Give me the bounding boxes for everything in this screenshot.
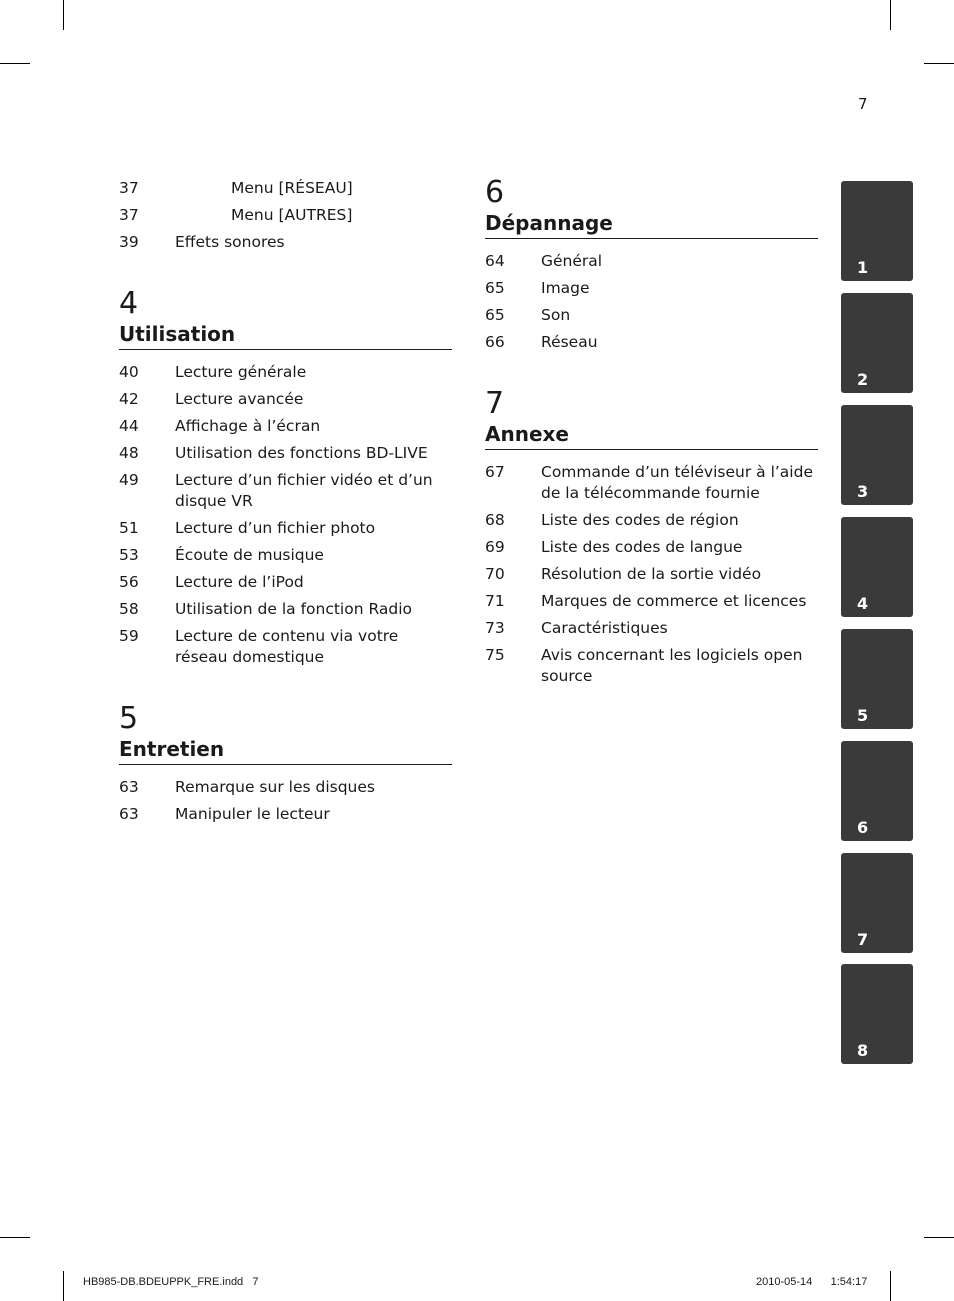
toc-entry	[119, 416, 452, 437]
chapter-tab-2[interactable]	[841, 293, 913, 393]
toc-page-number: 70	[485, 565, 505, 583]
toc-entry-title: Son	[541, 306, 571, 324]
toc-entry	[485, 591, 818, 612]
chapter-divider	[485, 449, 818, 450]
toc-entry	[485, 645, 818, 687]
toc-entry	[119, 205, 452, 226]
footer-filename: HB985-DB.BDEUPPK_FRE.indd 7	[83, 1276, 259, 1288]
toc-page-number: 63	[119, 805, 139, 823]
toc-page-number: 71	[485, 592, 505, 610]
toc-entry-title: Lecture de contenu via votre réseau domestique	[175, 627, 399, 666]
toc-page-number: 39	[119, 233, 139, 251]
toc-entry-title: Image	[541, 279, 590, 297]
chapter-tab-label: 1	[857, 258, 869, 277]
toc-entry-title: Liste des codes de langue	[541, 538, 743, 556]
chapter-title: Entretien	[119, 737, 225, 761]
chapter-number: 7	[485, 386, 505, 421]
chapter-tab-label: 6	[857, 818, 869, 837]
chapter-section	[485, 175, 818, 353]
toc-page-number: 58	[119, 600, 139, 618]
toc-entry	[119, 518, 452, 539]
toc-entry	[485, 564, 818, 585]
toc-entry-title: Lecture de l’iPod	[175, 573, 304, 591]
toc-page-number: 59	[119, 627, 139, 645]
crop-mark	[63, 0, 64, 30]
chapter-tab-5[interactable]	[841, 629, 913, 729]
toc-entry-title: Commande d’un téléviseur à l’aide de la télécommande fournie	[541, 463, 813, 502]
toc-entry	[485, 332, 818, 353]
crop-mark	[890, 0, 891, 30]
toc-page-number: 56	[119, 573, 139, 591]
toc-entry-title: Général	[541, 252, 603, 270]
chapter-tab-7[interactable]	[841, 853, 913, 953]
chapter-tab-4[interactable]	[841, 517, 913, 617]
crop-mark	[0, 63, 30, 64]
toc-entry-title: Utilisation des fonctions BD-LIVE	[175, 444, 428, 462]
chapter-divider	[119, 764, 452, 765]
page-number: 7	[858, 95, 868, 113]
chapter-number: 5	[119, 701, 139, 736]
toc-entry-title: Manipuler le lecteur	[175, 805, 330, 823]
toc-entry-title: Caractéristiques	[541, 619, 668, 637]
toc-left-column	[119, 178, 452, 831]
toc-entry-title: Liste des codes de région	[541, 511, 739, 529]
chapter-tab-label: 2	[857, 370, 869, 389]
toc-page-number: 63	[119, 778, 139, 796]
toc-entry	[485, 305, 818, 326]
toc-entry	[119, 626, 452, 668]
toc-entry-title: Utilisation de la fonction Radio	[175, 600, 413, 618]
chapter-tab-label: 7	[857, 930, 869, 949]
toc-entry	[485, 251, 818, 272]
toc-page-number: 73	[485, 619, 505, 637]
toc-entry	[119, 178, 452, 199]
toc-entry	[119, 362, 452, 383]
toc-entry-title: Résolution de la sortie vidéo	[541, 565, 762, 583]
chapter-tab-label: 5	[857, 706, 869, 725]
crop-mark	[63, 1271, 64, 1301]
toc-entry-title: Marques de commerce et licences	[541, 592, 807, 610]
toc-right-column	[485, 175, 818, 693]
toc-page-number: 53	[119, 546, 139, 564]
chapter-tab-6[interactable]	[841, 741, 913, 841]
crop-mark	[924, 1237, 954, 1238]
chapter-divider	[119, 349, 452, 350]
toc-entry	[485, 278, 818, 299]
toc-page-number: 69	[485, 538, 505, 556]
toc-entry	[485, 510, 818, 531]
toc-entry	[119, 572, 452, 593]
toc-entry-title: Menu [RÉSEAU]	[231, 179, 353, 197]
chapter-tab-label: 8	[857, 1041, 869, 1060]
toc-entry-title: Remarque sur les disques	[175, 778, 375, 796]
toc-entry	[485, 618, 818, 639]
chapter-title: Dépannage	[485, 211, 613, 235]
chapter-tab-3[interactable]	[841, 405, 913, 505]
toc-entry	[485, 537, 818, 558]
toc-entry	[119, 599, 452, 620]
toc-page-number: 51	[119, 519, 139, 537]
chapter-section	[119, 701, 452, 825]
toc-entry-title: Affichage à l’écran	[175, 417, 321, 435]
toc-entry-title: Écoute de musique	[175, 546, 324, 564]
toc-entry-title: Avis concernant les logiciels open source	[541, 646, 803, 685]
toc-page-number: 75	[485, 646, 505, 664]
chapter-tab-label: 3	[857, 482, 869, 501]
chapter-title: Utilisation	[119, 322, 236, 346]
toc-entry-title: Lecture d’un fichier vidéo et d’un disque VR	[175, 471, 433, 510]
toc-page-number: 64	[485, 252, 505, 270]
toc-entry	[119, 232, 452, 253]
chapter-title: Annexe	[485, 422, 569, 446]
toc-page-number: 42	[119, 390, 139, 408]
toc-page-number: 44	[119, 417, 139, 435]
toc-page-number: 49	[119, 471, 139, 489]
chapter-tab-8[interactable]	[841, 964, 913, 1064]
toc-page-number: 65	[485, 306, 505, 324]
toc-entry-list	[119, 178, 452, 253]
toc-entry-title: Menu [AUTRES]	[231, 206, 353, 224]
chapter-section	[119, 286, 452, 668]
crop-mark	[890, 1271, 891, 1301]
crop-mark	[0, 1237, 30, 1238]
toc-entry	[119, 777, 452, 798]
footer-timestamp: 2010-05-14 1:54:17	[756, 1276, 868, 1288]
toc-entry	[119, 389, 452, 410]
toc-entry	[485, 462, 818, 504]
toc-page-number: 68	[485, 511, 505, 529]
chapter-number: 4	[119, 286, 139, 321]
toc-entry-title: Lecture d’un fichier photo	[175, 519, 376, 537]
crop-mark	[924, 63, 954, 64]
chapter-tab-1[interactable]	[841, 181, 913, 281]
toc-entry	[119, 545, 452, 566]
toc-entry-title: Effets sonores	[175, 233, 285, 251]
toc-entry-title: Réseau	[541, 333, 598, 351]
toc-page-number: 37	[119, 206, 139, 224]
chapter-tab-label: 4	[857, 594, 869, 613]
chapter-divider	[485, 238, 818, 239]
toc-page-number: 67	[485, 463, 505, 481]
chapter-section	[485, 386, 818, 687]
toc-entry	[119, 804, 452, 825]
toc-page-number: 40	[119, 363, 139, 381]
toc-entry	[119, 443, 452, 464]
toc-page-number: 48	[119, 444, 139, 462]
toc-page-number: 65	[485, 279, 505, 297]
toc-page-number: 66	[485, 333, 505, 351]
chapter-number: 6	[485, 175, 505, 210]
toc-entry-title: Lecture avancée	[175, 390, 304, 408]
toc-page-number: 37	[119, 179, 139, 197]
toc-entry	[119, 470, 452, 512]
toc-entry-title: Lecture générale	[175, 363, 307, 381]
